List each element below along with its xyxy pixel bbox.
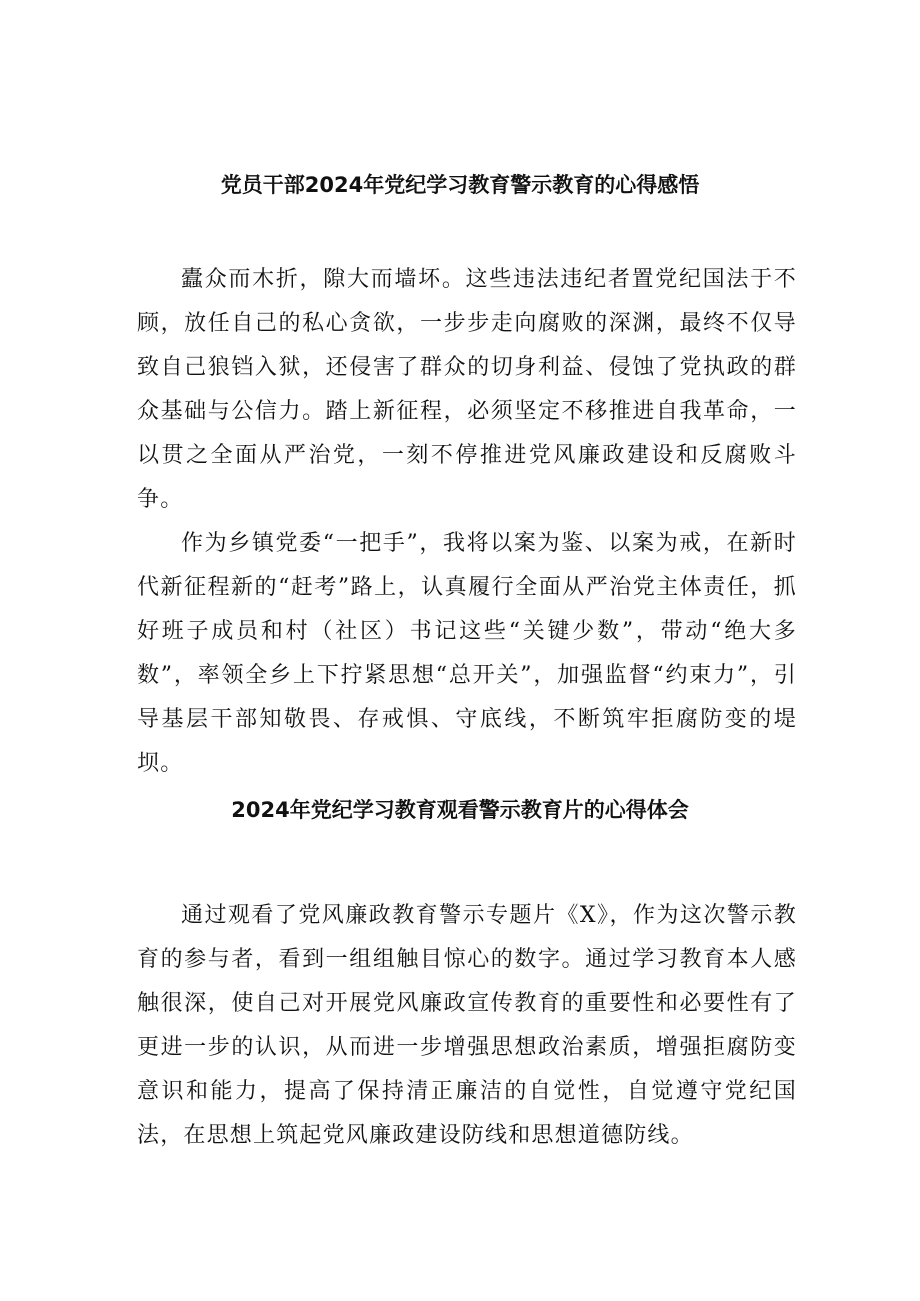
section-1-title: 党员干部2024年党纪学习教育警示教育的心得感悟 (220, 173, 700, 197)
section-2-paragraph-1: 通过观看了党风廉政教育警示专题片《X》，作为这次警示教育的参与者，看到一组组触目惊心的数字。通过学习教育本人感触很深，使自己对开展党风廉政宣传教育的重要性和必要性有了更进一步的认识，从而进一步增强思想政治素质，增强拒腐防变意识和能力，提高了保持清正廉洁的自觉性，自觉遵守党纪国法，在思想上筑起党风廉政建设防线和思想道德防线。 (137, 903, 797, 1148)
section-1-body (137, 258, 797, 786)
section-1-paragraph-1: 蠹众而木折，隙大而墙坏。这些违法违纪者置党纪国法于不顾，放任自己的私心贪欲，一步步走向腐败的深渊，最终不仅导致自己狼铛入狱，还侵害了群众的切身利益、侵蚀了党执政的群众基础与公信力。踏上新征程，必须坚定不移推进自我革命，一以贯之全面从严治党，一刻不停推进党风廉政建设和反腐败斗争。 (137, 267, 797, 512)
section-1-paragraph-2: 作为乡镇党委“一把手”，我将以案为鉴、以案为戒，在新时代新征程新的“赶考”路上，认真履行全面从严治党主体责任，抓好班子成员和村（社区）书记这些“关键少数”，带动“绝大多数”，率领全乡上下拧紧思想“总开关”，加强监督“约束力”，引导基层干部知敬畏、存戒惧、守底线，不断筑牢拒腐防变的堤坝。 (137, 531, 797, 776)
section-2-body (137, 894, 797, 1158)
section-2-title: 2024年党纪学习教育观看警示教育片的心得体会 (231, 798, 689, 822)
